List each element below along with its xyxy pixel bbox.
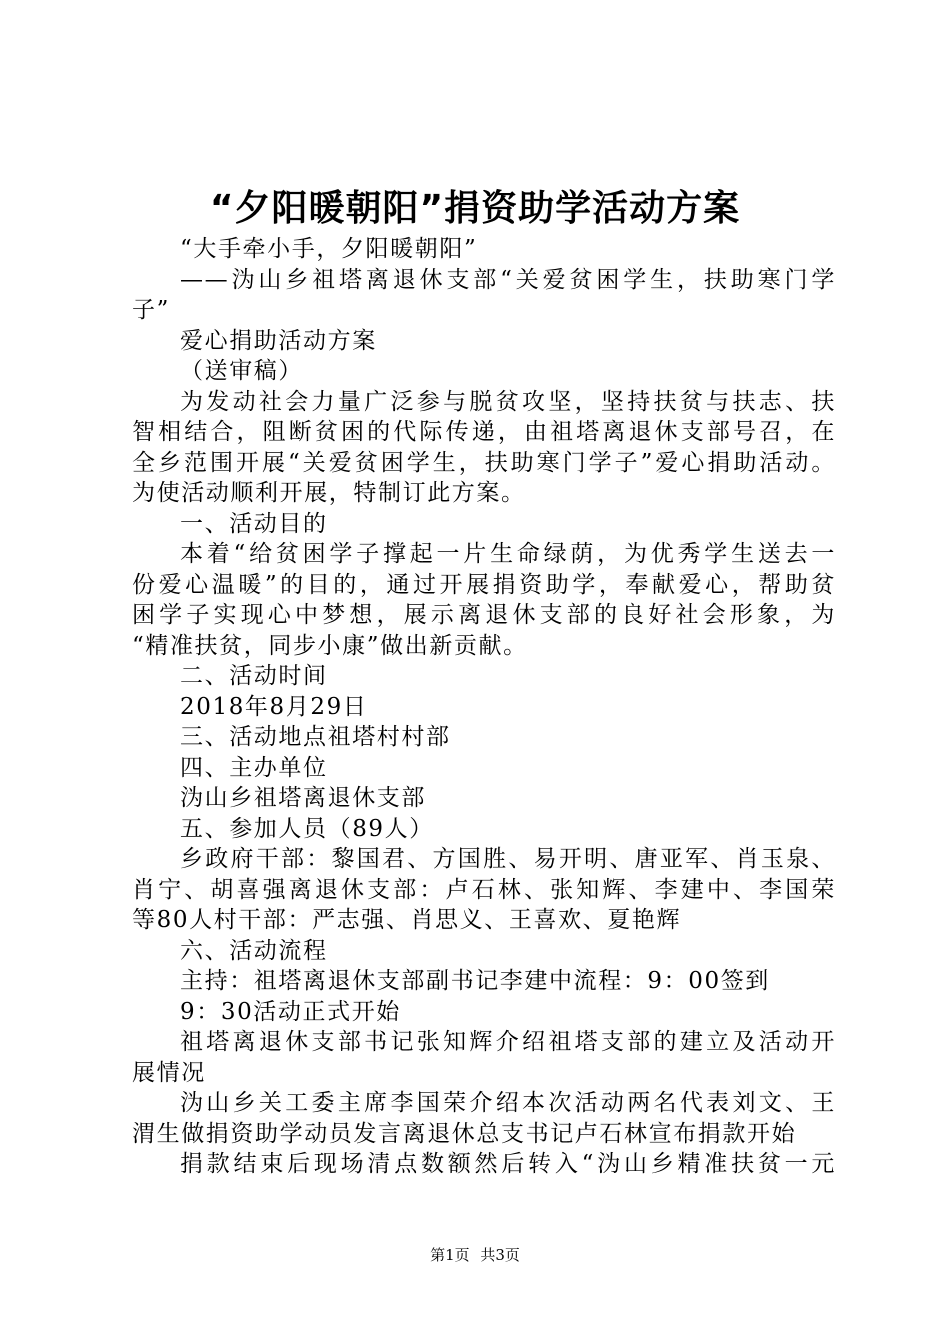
- paragraph-line: 渭生做捐资助学动员发言离退休总支书记卢石林宣布捐款开始: [132, 1120, 797, 1147]
- paragraph-line: 智相结合，阻断贫困的代际传递，由祖塔离退休支部号召，在: [132, 419, 836, 445]
- paragraph-line: 肖宁、胡喜强离退休支部：卢石林、张知辉、李建中、李国荣: [132, 876, 836, 903]
- section-heading: 五、参加人员（89人）: [180, 815, 434, 842]
- paragraph-line: “精准扶贫，同步小康”做出新贡献。: [132, 632, 528, 659]
- paragraph-line: 为发动社会力量广泛参与脱贫攻坚，坚持扶贫与扶志、扶: [180, 388, 836, 415]
- paragraph-line: 祖塔离退休支部书记张知辉介绍祖塔支部的建立及活动开: [180, 1029, 836, 1055]
- paragraph-line: 沩山乡祖塔离退休支部: [180, 785, 426, 811]
- draft-note: （送审稿）: [180, 358, 303, 384]
- paragraph-line: 全乡范围开展“关爱贫困学生，扶助寒门学子”爱心捐助活动。: [132, 449, 836, 476]
- paragraph-line: 沩山乡关工委主席李国荣介绍本次活动两名代表刘文、王: [180, 1090, 836, 1116]
- paragraph-line: 主持：祖塔离退休支部副书记李建中流程：9：00签到: [180, 968, 770, 994]
- paragraph-line: 2018年8月29日: [180, 693, 368, 720]
- document-body: [132, 234, 836, 1180]
- subtitle-line: 爱心捐助活动方案: [180, 327, 377, 354]
- section-heading: 二、活动时间: [180, 663, 328, 689]
- subtitle-line: 子”: [132, 297, 170, 323]
- paragraph-line: 困学子实现心中梦想，展示离退休支部的良好社会形象，为: [132, 602, 836, 628]
- paragraph-line: 等80人村干部：严志强、肖思义、王喜欢、夏艳辉: [132, 907, 682, 933]
- paragraph-line: 9：30活动正式开始: [180, 998, 401, 1025]
- section-heading: 四、主办单位: [180, 754, 328, 781]
- paragraph-line: 捐款结束后现场清点数额然后转入“沩山乡精准扶贫一元: [180, 1151, 836, 1177]
- section-heading: 一、活动目的: [180, 510, 328, 537]
- paragraph-line: 乡政府干部：黎国君、方国胜、易开明、唐亚军、肖玉泉、: [180, 846, 836, 872]
- paragraph-line: 为使活动顺利开展，特制订此方案。: [132, 480, 526, 506]
- section-heading: 三、活动地点祖塔村村部: [180, 724, 451, 750]
- page-number: 第1页: [430, 1246, 470, 1264]
- subtitle-line: “大手牵小手，夕阳暖朝阳”: [180, 236, 478, 262]
- document-title: “夕阳暖朝阳”捐资助学活动方案: [209, 188, 741, 229]
- page-footer: [0, 1245, 950, 1265]
- paragraph-line: 本着“给贫困学子撑起一片生命绿荫，为优秀学生送去一: [180, 541, 836, 567]
- page-total: 共3页: [480, 1246, 520, 1264]
- paragraph-line: 展情况: [132, 1059, 206, 1086]
- paragraph-line: 份爱心温暖”的目的，通过开展捐资助学，奉献爱心，帮助贫: [132, 571, 836, 598]
- subtitle-line: ——沩山乡祖塔离退休支部“关爱贫困学生，扶助寒门学: [180, 266, 836, 293]
- section-heading: 六、活动流程: [180, 937, 328, 964]
